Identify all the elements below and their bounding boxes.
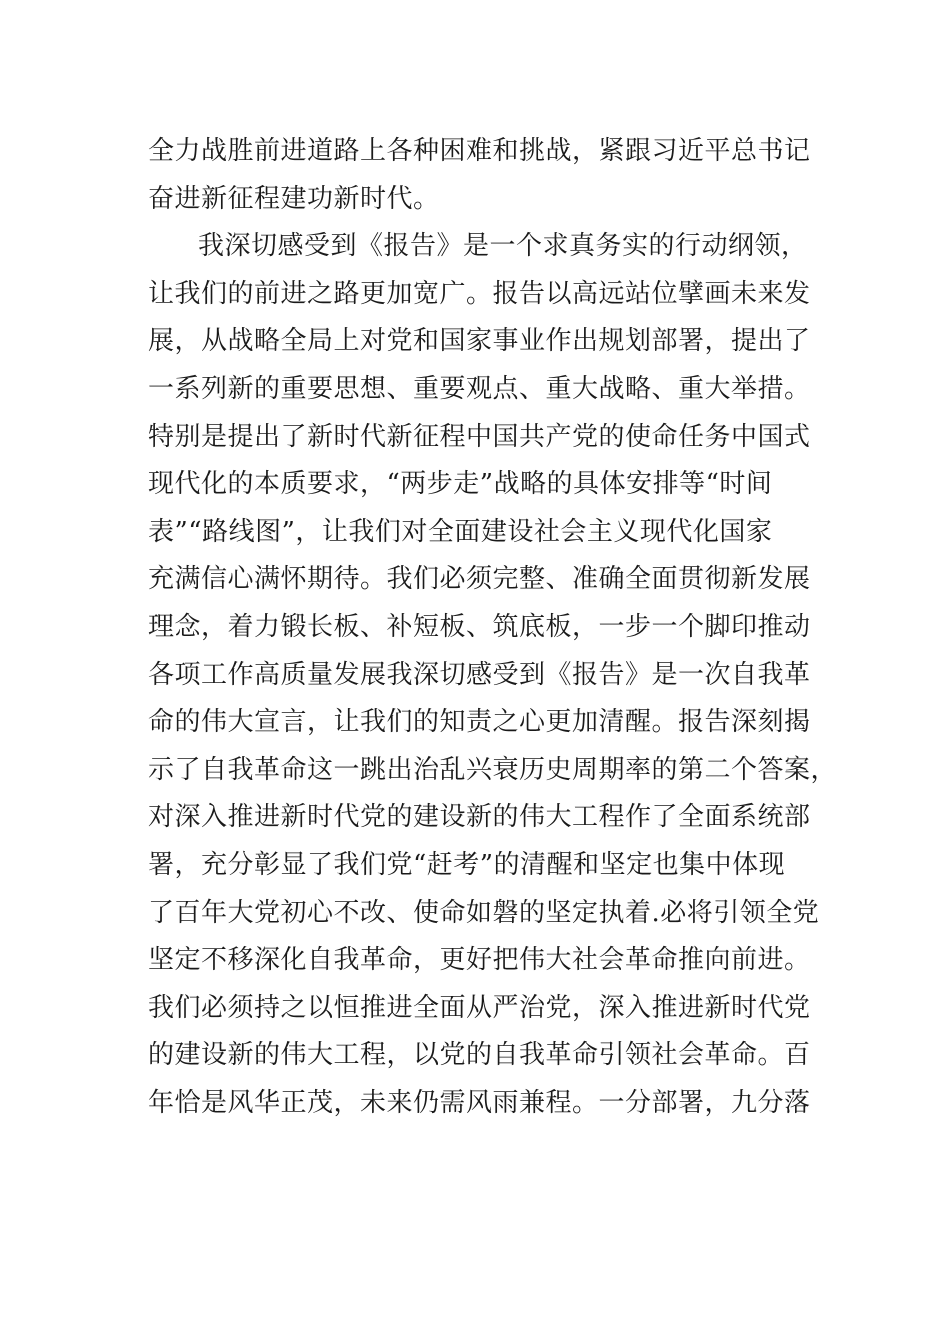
text-line: 了百年大党初心不改、使命如磐的坚定执着.必将引领全党	[148, 897, 820, 928]
text-line: 现代化的本质要求，“两步走”战略的具体安排等“时间	[148, 469, 773, 500]
text-line: 示了自我革命这一跳出治乱兴衰历史周期率的第二个答案，	[148, 754, 838, 785]
text-line: 特别是提出了新时代新征程中国共产党的使命任务中国式	[148, 421, 811, 452]
text-line: 坚定不移深化自我革命，更好把伟大社会革命推向前进。	[148, 945, 811, 976]
text-line: 奋进新征程建功新时代。	[148, 183, 440, 214]
text-line: 年恰是风华正茂，未来仍需风雨兼程。一分部署，九分落	[148, 1087, 811, 1118]
text-line: 署，充分彰显了我们党“赶考”的清醒和坚定也集中体现	[148, 849, 786, 880]
paragraph-first-line: 我深切感受到《报告》是一个求真务实的行动纲领，	[198, 231, 808, 262]
text-line: 充满信心满怀期待。我们必须完整、准确全面贯彻新发展	[148, 564, 811, 595]
text-line: 的建设新的伟大工程，以党的自我革命引领社会革命。百	[148, 1040, 811, 1071]
text-line: 对深入推进新时代党的建设新的伟大工程作了全面系统部	[148, 802, 811, 833]
text-line: 展，从战略全局上对党和国家事业作出规划部署，提出了	[148, 326, 811, 357]
text-line: 我们必须持之以恒推进全面从严治党，深入推进新时代党	[148, 992, 811, 1023]
text-line: 理念，着力锻长板、补短板、筑底板，一步一个脚印推动	[148, 611, 811, 642]
text-line: 命的伟大宣言，让我们的知责之心更加清醒。报告深刻揭	[148, 707, 811, 738]
text-line: 全力战胜前进道路上各种困难和挑战，紧跟习近平总书记	[148, 136, 811, 166]
text-line: 一系列新的重要思想、重要观点、重大战略、重大举措。	[148, 373, 811, 404]
text-line: 让我们的前进之路更加宽广。报告以高远站位擘画未来发	[148, 278, 811, 309]
body-text	[148, 128, 838, 1127]
text-line: 表”“路线图”，让我们对全面建设社会主义现代化国家	[148, 516, 773, 547]
text-line: 各项工作高质量发展我深切感受到《报告》是一次自我革	[148, 659, 811, 690]
